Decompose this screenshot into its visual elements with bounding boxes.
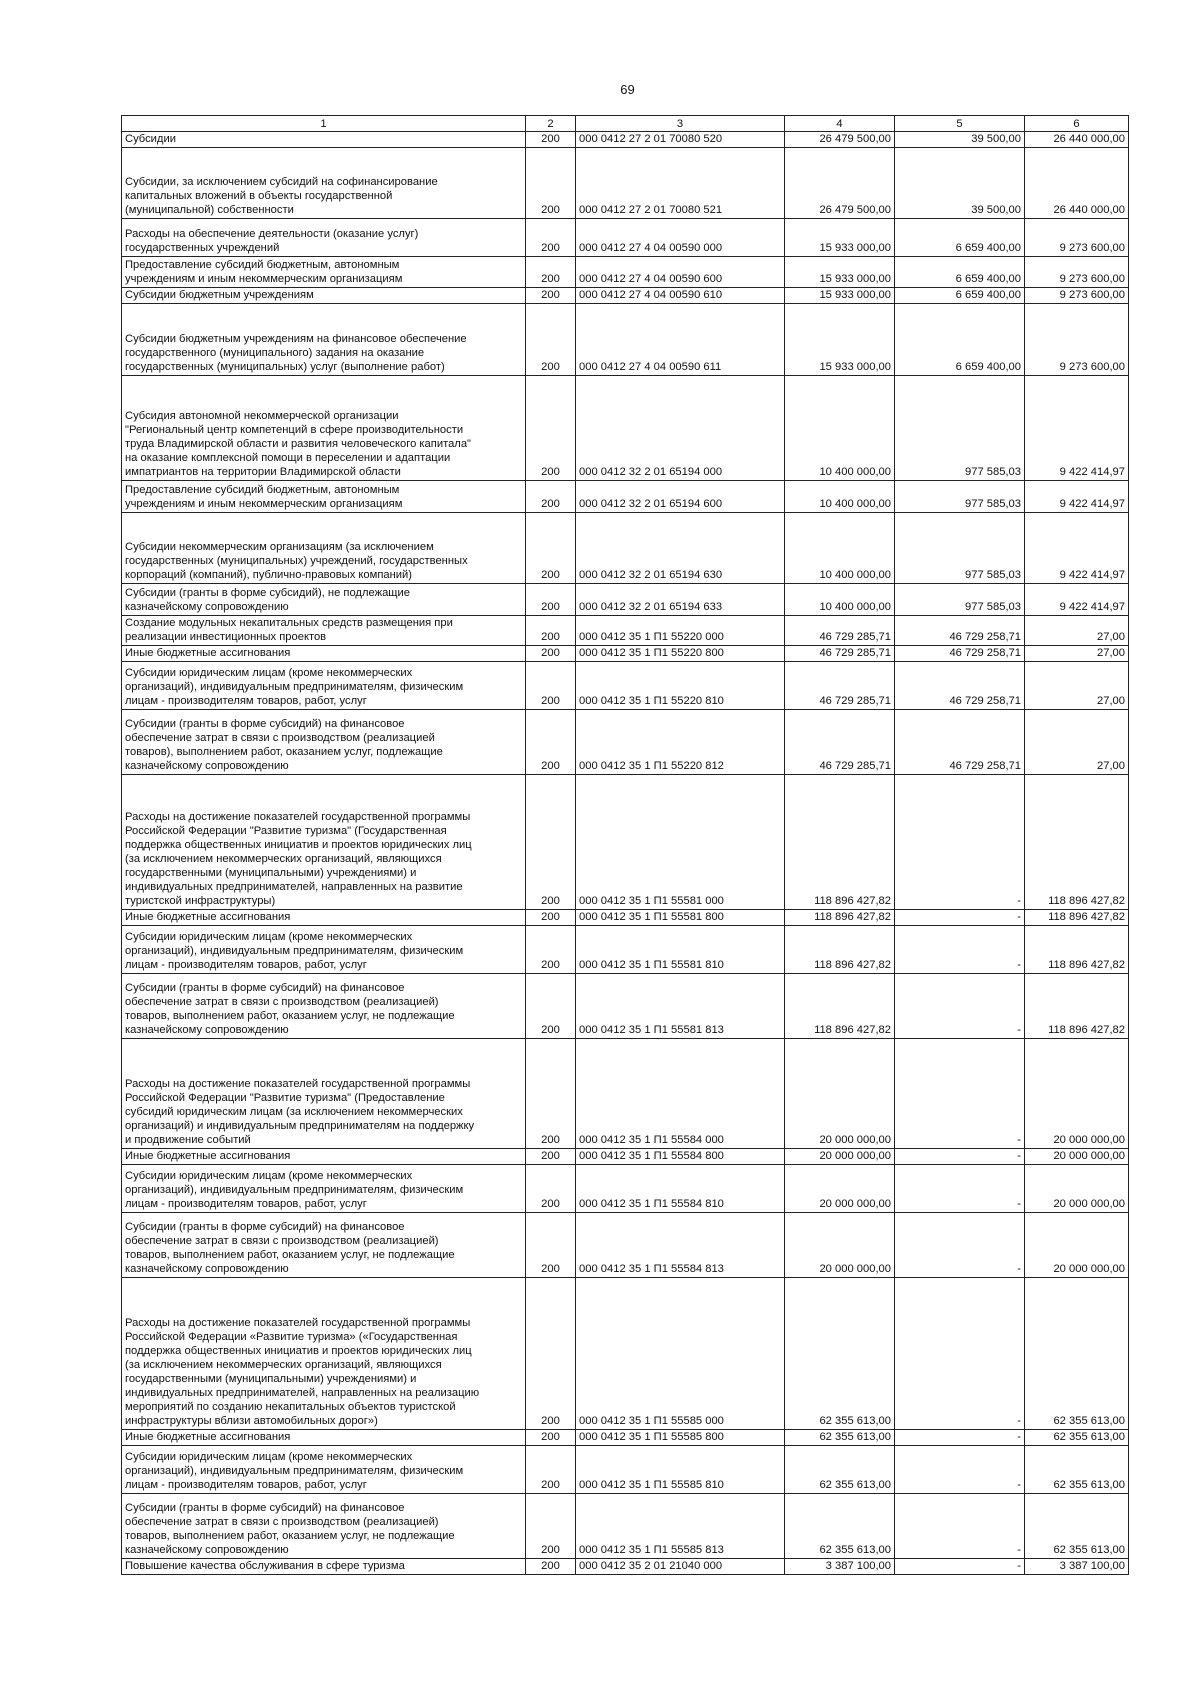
row-code: 200	[526, 1213, 576, 1278]
row-code: 200	[526, 1149, 576, 1165]
row-amount-col6: 62 355 613,00	[1025, 1430, 1129, 1446]
row-code: 200	[526, 1430, 576, 1446]
row-code: 200	[526, 481, 576, 513]
row-budget-code: 000 0412 27 4 04 00590 611	[576, 304, 785, 376]
row-name: Субсидии бюджетным учреждениям	[122, 288, 526, 304]
row-amount-col6: 27,00	[1025, 646, 1129, 662]
column-header-2: 2	[526, 116, 576, 132]
row-amount-col5: -	[895, 1278, 1025, 1430]
row-amount-col5: 6 659 400,00	[895, 257, 1025, 288]
row-amount-col4: 26 479 500,00	[785, 148, 895, 219]
row-amount-col6: 9 273 600,00	[1025, 257, 1129, 288]
row-amount-col6: 62 355 613,00	[1025, 1278, 1129, 1430]
row-name: Субсидии юридическим лицам (кроме некоммерческих организаций), индивидуальным предпринимателям, физическим лицам - производителям товаров, работ, услуг	[122, 926, 526, 974]
row-budget-code: 000 0412 27 4 04 00590 610	[576, 288, 785, 304]
table-row	[122, 1559, 1129, 1575]
row-name: Субсидии	[122, 132, 526, 148]
column-header-5: 5	[895, 116, 1025, 132]
row-code: 200	[526, 1559, 576, 1575]
row-budget-code: 000 0412 27 2 01 70080 520	[576, 132, 785, 148]
column-number-header-row	[122, 116, 1129, 132]
table-row	[122, 1039, 1129, 1149]
row-amount-col5: 977 585,03	[895, 513, 1025, 584]
row-amount-col5: 6 659 400,00	[895, 304, 1025, 376]
row-code: 200	[526, 926, 576, 974]
row-budget-code: 000 0412 35 1 П1 55584 810	[576, 1165, 785, 1213]
row-amount-col4: 62 355 613,00	[785, 1494, 895, 1559]
row-code: 200	[526, 219, 576, 257]
column-header-3: 3	[576, 116, 785, 132]
table-row	[122, 219, 1129, 257]
row-amount-col5: -	[895, 1430, 1025, 1446]
row-amount-col4: 46 729 285,71	[785, 616, 895, 646]
row-budget-code: 000 0412 35 2 01 21040 000	[576, 1559, 785, 1575]
row-amount-col6: 118 896 427,82	[1025, 926, 1129, 974]
table-row	[122, 376, 1129, 481]
row-amount-col5: 6 659 400,00	[895, 288, 1025, 304]
table-row	[122, 1278, 1129, 1430]
row-budget-code: 000 0412 35 1 П1 55584 813	[576, 1213, 785, 1278]
row-budget-code: 000 0412 27 2 01 70080 521	[576, 148, 785, 219]
row-name: Создание модульных некапитальных средств размещения при реализации инвестиционных проектов	[122, 616, 526, 646]
row-budget-code: 000 0412 35 1 П1 55581 800	[576, 910, 785, 926]
table-row	[122, 1165, 1129, 1213]
column-header-6: 6	[1025, 116, 1129, 132]
page-number: 69	[620, 82, 635, 97]
row-code: 200	[526, 513, 576, 584]
row-amount-col4: 15 933 000,00	[785, 219, 895, 257]
row-budget-code: 000 0412 32 2 01 65194 630	[576, 513, 785, 584]
row-amount-col5: 977 585,03	[895, 584, 1025, 616]
row-amount-col5: 46 729 258,71	[895, 662, 1025, 710]
budget-table	[121, 115, 1129, 1575]
row-amount-col5: -	[895, 775, 1025, 910]
row-budget-code: 000 0412 35 1 П1 55585 800	[576, 1430, 785, 1446]
table-row	[122, 304, 1129, 376]
row-amount-col5: -	[895, 926, 1025, 974]
row-amount-col5: 46 729 258,71	[895, 646, 1025, 662]
row-code: 200	[526, 584, 576, 616]
row-amount-col6: 62 355 613,00	[1025, 1494, 1129, 1559]
row-name: Субсидии (гранты в форме субсидий) на финансовое обеспечение затрат в связи с производством (реализацией) товаров, выполнением работ, оказанием услуг, не подлежащие казначейскому сопровождению	[122, 1213, 526, 1278]
row-budget-code: 000 0412 35 1 П1 55581 000	[576, 775, 785, 910]
row-name: Предоставление субсидий бюджетным, автономным учреждениям и иным некоммерческим организациям	[122, 481, 526, 513]
row-amount-col5: -	[895, 1149, 1025, 1165]
row-code: 200	[526, 132, 576, 148]
row-code: 200	[526, 304, 576, 376]
row-code: 200	[526, 662, 576, 710]
row-amount-col6: 27,00	[1025, 710, 1129, 775]
row-amount-col6: 9 422 414,97	[1025, 584, 1129, 616]
row-amount-col6: 9 422 414,97	[1025, 481, 1129, 513]
row-amount-col4: 46 729 285,71	[785, 662, 895, 710]
row-budget-code: 000 0412 35 1 П1 55581 810	[576, 926, 785, 974]
row-amount-col5: 39 500,00	[895, 132, 1025, 148]
row-name: Субсидии, за исключением субсидий на софинансирование капитальных вложений в объекты государственной (муниципальной) собственности	[122, 148, 526, 219]
row-amount-col5: 46 729 258,71	[895, 616, 1025, 646]
row-amount-col4: 46 729 285,71	[785, 710, 895, 775]
row-amount-col6: 27,00	[1025, 662, 1129, 710]
row-budget-code: 000 0412 35 1 П1 55220 812	[576, 710, 785, 775]
table-row	[122, 910, 1129, 926]
row-amount-col6: 9 273 600,00	[1025, 288, 1129, 304]
row-amount-col4: 118 896 427,82	[785, 974, 895, 1039]
row-code: 200	[526, 616, 576, 646]
row-code: 200	[526, 1494, 576, 1559]
table-row	[122, 1446, 1129, 1494]
row-amount-col5: -	[895, 1446, 1025, 1494]
row-amount-col5: 977 585,03	[895, 481, 1025, 513]
row-budget-code: 000 0412 35 1 П1 55581 813	[576, 974, 785, 1039]
table-row	[122, 775, 1129, 910]
row-budget-code: 000 0412 35 1 П1 55585 000	[576, 1278, 785, 1430]
row-amount-col4: 20 000 000,00	[785, 1165, 895, 1213]
row-name: Иные бюджетные ассигнования	[122, 646, 526, 662]
table-row	[122, 974, 1129, 1039]
row-budget-code: 000 0412 35 1 П1 55220 000	[576, 616, 785, 646]
row-budget-code: 000 0412 27 4 04 00590 600	[576, 257, 785, 288]
row-budget-code: 000 0412 35 1 П1 55220 810	[576, 662, 785, 710]
row-amount-col4: 20 000 000,00	[785, 1039, 895, 1149]
row-amount-col4: 20 000 000,00	[785, 1213, 895, 1278]
table-row	[122, 132, 1129, 148]
row-amount-col6: 9 273 600,00	[1025, 219, 1129, 257]
row-amount-col4: 62 355 613,00	[785, 1446, 895, 1494]
row-amount-col6: 118 896 427,82	[1025, 775, 1129, 910]
row-amount-col5: 39 500,00	[895, 148, 1025, 219]
row-amount-col4: 62 355 613,00	[785, 1430, 895, 1446]
row-amount-col6: 9 422 414,97	[1025, 513, 1129, 584]
row-amount-col6: 20 000 000,00	[1025, 1149, 1129, 1165]
table-row	[122, 288, 1129, 304]
row-budget-code: 000 0412 35 1 П1 55584 000	[576, 1039, 785, 1149]
row-budget-code: 000 0412 35 1 П1 55220 800	[576, 646, 785, 662]
row-code: 200	[526, 1039, 576, 1149]
table-row	[122, 926, 1129, 974]
row-amount-col4: 15 933 000,00	[785, 304, 895, 376]
table-row	[122, 646, 1129, 662]
row-amount-col5: -	[895, 1559, 1025, 1575]
row-amount-col5: -	[895, 1213, 1025, 1278]
row-amount-col4: 62 355 613,00	[785, 1278, 895, 1430]
row-name: Субсидия автономной некоммерческой организации "Региональный центр компетенций в сфере производительности труда Владимирской области и развития человеческого капитала" на оказание комплексной помощи в переселении и адаптации импатриантов на территории Владимирской области	[122, 376, 526, 481]
row-budget-code: 000 0412 35 1 П1 55585 810	[576, 1446, 785, 1494]
row-code: 200	[526, 257, 576, 288]
row-amount-col4: 20 000 000,00	[785, 1149, 895, 1165]
row-amount-col4: 15 933 000,00	[785, 288, 895, 304]
table-row	[122, 1430, 1129, 1446]
row-name: Иные бюджетные ассигнования	[122, 910, 526, 926]
row-amount-col6: 20 000 000,00	[1025, 1165, 1129, 1213]
row-name: Субсидии (гранты в форме субсидий) на финансовое обеспечение затрат в связи с производством (реализацией) товаров, выполнением работ, оказанием услуг, не подлежащие казначейскому сопровождению	[122, 974, 526, 1039]
row-name: Расходы на обеспечение деятельности (оказание услуг) государственных учреждений	[122, 219, 526, 257]
row-name: Расходы на достижение показателей государственной программы Российской Федерации "Развитие туризма" (Предоставление субсидий юридическим лицам (за исключением некоммерческих организаций) и индивидуальным предпринимателям на поддержку и продвижение событий	[122, 1039, 526, 1149]
row-amount-col6: 20 000 000,00	[1025, 1213, 1129, 1278]
row-budget-code: 000 0412 27 4 04 00590 000	[576, 219, 785, 257]
row-code: 200	[526, 910, 576, 926]
table-row	[122, 662, 1129, 710]
row-amount-col5: -	[895, 1165, 1025, 1213]
row-code: 200	[526, 775, 576, 910]
table-row	[122, 513, 1129, 584]
row-budget-code: 000 0412 35 1 П1 55584 800	[576, 1149, 785, 1165]
row-amount-col6: 26 440 000,00	[1025, 148, 1129, 219]
row-name: Иные бюджетные ассигнования	[122, 1149, 526, 1165]
row-amount-col4: 118 896 427,82	[785, 775, 895, 910]
row-amount-col4: 10 400 000,00	[785, 481, 895, 513]
row-budget-code: 000 0412 32 2 01 65194 000	[576, 376, 785, 481]
row-amount-col4: 118 896 427,82	[785, 910, 895, 926]
row-amount-col6: 9 273 600,00	[1025, 304, 1129, 376]
row-code: 200	[526, 288, 576, 304]
row-amount-col4: 10 400 000,00	[785, 584, 895, 616]
row-amount-col4: 3 387 100,00	[785, 1559, 895, 1575]
row-name: Расходы на достижение показателей государственной программы Российской Федерации "Развитие туризма" (Государственная поддержка общественных инициатив и проектов юридических лиц (за исключением некоммерческих организаций, являющихся государственными (муниципальными) учреждениями) и индивидуальных предпринимателей, направленных на развитие туристской инфраструктуры)	[122, 775, 526, 910]
row-name: Субсидии юридическим лицам (кроме некоммерческих организаций), индивидуальным предпринимателям, физическим лицам - производителям товаров, работ, услуг	[122, 1165, 526, 1213]
row-code: 200	[526, 1165, 576, 1213]
row-budget-code: 000 0412 35 1 П1 55585 813	[576, 1494, 785, 1559]
row-amount-col6: 62 355 613,00	[1025, 1446, 1129, 1494]
table-row	[122, 616, 1129, 646]
row-code: 200	[526, 710, 576, 775]
row-amount-col5: 46 729 258,71	[895, 710, 1025, 775]
row-amount-col6: 27,00	[1025, 616, 1129, 646]
row-amount-col5: -	[895, 1494, 1025, 1559]
row-amount-col6: 20 000 000,00	[1025, 1039, 1129, 1149]
row-name: Субсидии (гранты в форме субсидий), не подлежащие казначейскому сопровождению	[122, 584, 526, 616]
row-amount-col5: 6 659 400,00	[895, 219, 1025, 257]
row-amount-col5: -	[895, 974, 1025, 1039]
table-row	[122, 481, 1129, 513]
row-amount-col4: 26 479 500,00	[785, 132, 895, 148]
row-amount-col4: 15 933 000,00	[785, 257, 895, 288]
row-name: Субсидии (гранты в форме субсидий) на финансовое обеспечение затрат в связи с производством (реализацией) товаров, выполнением работ, оказанием услуг, не подлежащие казначейскому сопровождению	[122, 1494, 526, 1559]
row-amount-col5: -	[895, 1039, 1025, 1149]
row-name: Предоставление субсидий бюджетным, автономным учреждениям и иным некоммерческим организациям	[122, 257, 526, 288]
row-amount-col6: 26 440 000,00	[1025, 132, 1129, 148]
table-row	[122, 584, 1129, 616]
row-code: 200	[526, 974, 576, 1039]
table-row	[122, 257, 1129, 288]
row-amount-col4: 10 400 000,00	[785, 513, 895, 584]
row-name: Субсидии юридическим лицам (кроме некоммерческих организаций), индивидуальным предпринимателям, физическим лицам - производителям товаров, работ, услуг	[122, 1446, 526, 1494]
row-name: Иные бюджетные ассигнования	[122, 1430, 526, 1446]
table-row	[122, 148, 1129, 219]
table-row	[122, 1149, 1129, 1165]
row-code: 200	[526, 1278, 576, 1430]
row-code: 200	[526, 646, 576, 662]
row-amount-col4: 46 729 285,71	[785, 646, 895, 662]
row-code: 200	[526, 376, 576, 481]
column-header-1: 1	[122, 116, 526, 132]
row-name: Субсидии (гранты в форме субсидий) на финансовое обеспечение затрат в связи с производством (реализацией товаров), выполнением работ, оказанием услуг, подлежащие казначейскому сопровождению	[122, 710, 526, 775]
column-header-4: 4	[785, 116, 895, 132]
row-name: Субсидии некоммерческим организациям (за исключением государственных (муниципальных) учреждений, государственных корпораций (компаний), публично-правовых компаний)	[122, 513, 526, 584]
row-name: Повышение качества обслуживания в сфере туризма	[122, 1559, 526, 1575]
row-amount-col6: 9 422 414,97	[1025, 376, 1129, 481]
row-amount-col6: 118 896 427,82	[1025, 910, 1129, 926]
row-name: Субсидии бюджетным учреждениям на финансовое обеспечение государственного (муниципального) задания на оказание государственных (муниципальных) услуг (выполнение работ)	[122, 304, 526, 376]
table-body	[122, 132, 1129, 1575]
row-amount-col4: 118 896 427,82	[785, 926, 895, 974]
table-row	[122, 1494, 1129, 1559]
row-code: 200	[526, 1446, 576, 1494]
table-row	[122, 710, 1129, 775]
row-amount-col6: 3 387 100,00	[1025, 1559, 1129, 1575]
row-amount-col6: 118 896 427,82	[1025, 974, 1129, 1039]
row-budget-code: 000 0412 32 2 01 65194 600	[576, 481, 785, 513]
row-name: Субсидии юридическим лицам (кроме некоммерческих организаций), индивидуальным предпринимателям, физическим лицам - производителям товаров, работ, услуг	[122, 662, 526, 710]
row-amount-col4: 10 400 000,00	[785, 376, 895, 481]
row-name: Расходы на достижение показателей государственной программы Российской Федерации «Развитие туризма» («Государственная поддержка общественных инициатив и проектов юридических лиц (за исключением некоммерческих организаций, являющихся государственными (муниципальными) учреждениями) и индивидуальных предпринимателей, направленных на реализацию мероприятий по созданию некапитальных объектов туристской инфраструктуры вблизи автомобильных дорог»)	[122, 1278, 526, 1430]
row-amount-col5: 977 585,03	[895, 376, 1025, 481]
row-code: 200	[526, 148, 576, 219]
row-amount-col5: -	[895, 910, 1025, 926]
row-budget-code: 000 0412 32 2 01 65194 633	[576, 584, 785, 616]
table-row	[122, 1213, 1129, 1278]
